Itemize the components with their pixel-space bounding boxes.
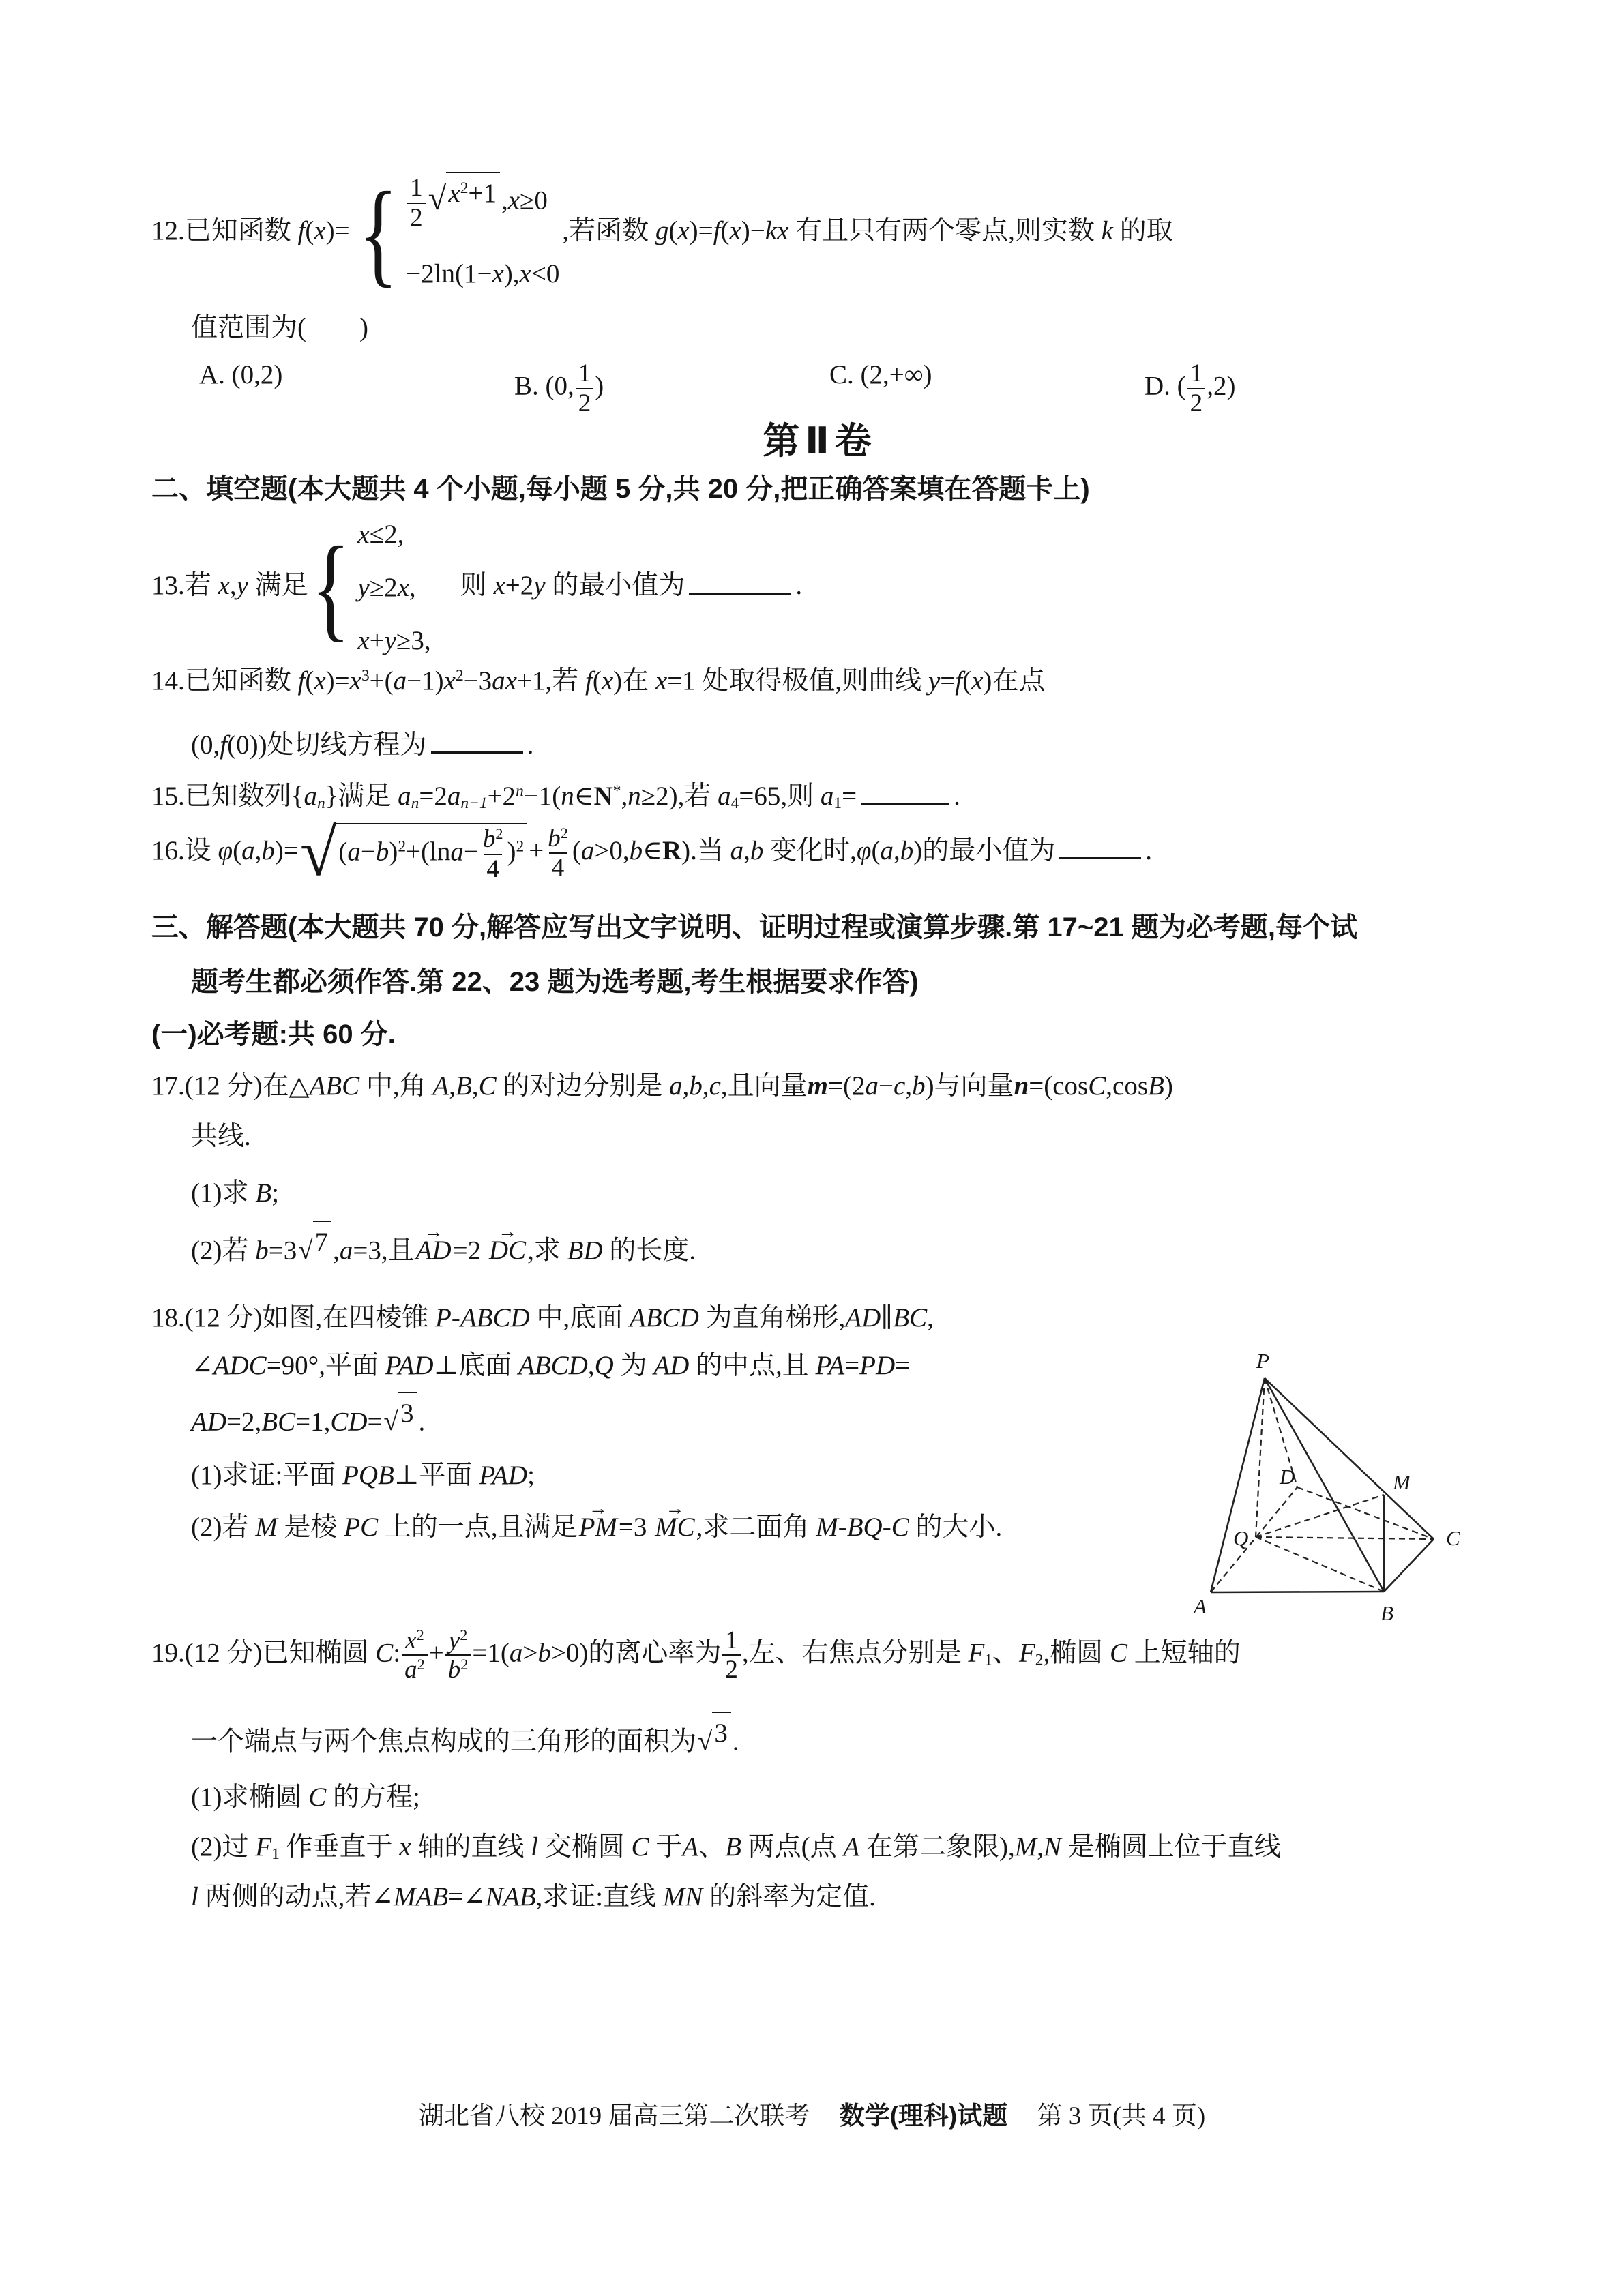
vertex-label-m: M [1393, 1470, 1411, 1494]
question-19-part-2-line-1: (2)过 $F_1$ 作垂直于 x 轴的直线 l 交椭圆 C 于A、B 两点(点 A 在第二象限),M,N 是椭圆上位于直线 [191, 1832, 1281, 1864]
pyramid-figure [1188, 1342, 1496, 1639]
part-2-heading: 第Ⅱ卷 [763, 421, 877, 462]
question-18-line-1: 18.(12 分)如图,在四棱锥 P-ABCD 中,底面 ABCD 为直角梯形,AD∥BC, [151, 1302, 934, 1332]
question-17-part-2: (2)若 b=3 √ 7 ,a=3,且→ AD=2 → DC,求 BD 的长度. [151, 1221, 1488, 1271]
question-19-part-1: (1)求椭圆 C 的方程; [191, 1782, 420, 1812]
vertex-label-c: C [1446, 1526, 1460, 1550]
section-answer-heading-line-2: 题考生都必须作答.第 22、23 题为选考题,考生根据要求作答) [191, 967, 919, 998]
question-16: 16.设 φ(a,b)= √ $(a-b)^2+(\ln a-$ $\frac{b^2}{4}$ )$^2$ + $\frac{b^2}{4}$ (a>0,b∈R).当 a,b 变化时,φ(a,b)的最小值为 . [151, 816, 1152, 890]
vertex-label-d: D [1280, 1465, 1295, 1489]
question-17-line-2: 共线. [191, 1121, 251, 1151]
exam-content [151, 168, 1488, 1917]
question-18-part-2: (2)若 M 是棱 PC 上的一点,且满足→ PM=3 → MC,求二面角 M-BQ-C 的大小. [151, 1508, 1488, 1548]
footer-page-number: 第 3 页(共 4 页) [1037, 2102, 1206, 2130]
question-19-line-2: 一个端点与两个焦点构成的三角形的面积为 √ 3 . [151, 1712, 1488, 1762]
question-18-line-2: ∠ADC=90°,平面 PAD⊥底面 ABCD,Q 为 AD 的中点,且 PA=PD= [191, 1351, 911, 1381]
section-fill-in-heading: 二、填空题(本大题共 4 个小题,每小题 5 分,共 20 分,把正确答案填在答题卡上) [151, 474, 1090, 505]
option-d: D. ( $\frac{1}{2}$ ,2) [1145, 359, 1236, 417]
vertex-label-b: B [1381, 1601, 1393, 1625]
question-19-line-1: 19.(12 分)已知椭圆 C: $\frac{x^2}{a^2}$ + $\frac{y^2}{b^2}$ =1(a>b>0)的离心率为 $\frac{1}{2}$ ,左、右焦点分别是 $F_1$、$F_2$,椭圆 C 上短轴的 [151, 1626, 1241, 1684]
question-18-part-1: (1)求证:平面 PQB⊥平面 PAD; [191, 1460, 535, 1490]
question-19-part-2-line-2: l 两侧的动点,若∠MAB=∠NAB,求证:直线 MN 的斜率为定值. [191, 1881, 876, 1911]
vertex-label-q: Q [1233, 1526, 1249, 1550]
question-12-line-2: 值范围为( ) [191, 312, 368, 342]
footer-exam-name: 湖北省八校 2019 届高三第二次联考 [418, 2102, 810, 2130]
section-required-heading: (一)必考题:共 60 分. [151, 1019, 396, 1050]
section-answer-heading-line-1: 三、解答题(本大题共 70 分,解答应写出文字说明、证明过程或演算步骤.第 17~21 题为必考题,每个试 [151, 912, 1357, 943]
vertex-label-p: P [1256, 1349, 1269, 1373]
question-13: 13.若 x,y 满足 { x≤2, y≥2x, x+y≥3, 则 x+2y 的最小值为 . [151, 520, 803, 656]
question-15: 15.已知数列$\{a_n\}$满足 $a_n=2a_{n-1}+2^n-1(n\in N^*,n\ge 2)$,若 $a_4=65$,则 $a_1=$ . [151, 776, 1488, 817]
question-18-line-3: AD=2,BC=1,CD= √ 3 . [151, 1392, 1488, 1442]
question-12-options [151, 359, 1488, 417]
vertex-label-a: A [1194, 1594, 1207, 1618]
footer-subject: 数学(理科)试题 [839, 2102, 1008, 2130]
page-footer [0, 2095, 1624, 2132]
question-17-line-1: 17.(12 分)在△ABC 中,角 A,B,C 的对边分别是 a,b,c,且向量m=(2a−c,b)与向量n=(cosC,cosB) [151, 1071, 1173, 1101]
option-a: A. (0,2) [199, 360, 283, 390]
question-14-line-1: 14.已知函数 $f(x)=x^3+(a-1)x^2-3ax+1$,若 f(x)在 x=1 处取得极值,则曲线 y=f(x)在点 [151, 666, 1046, 696]
question-12-line-1: 12.已知函数 f(x)= { $\frac{1}{2}$ √ $x^2+1$ ,x≥0 −2ln(1−x),x<0 ,若函数 g(x)=f(x)−kx 有且只有两个零点,则实数 k 的取 [151, 168, 1173, 298]
option-b: B. (0, $\frac{1}{2}$ ) [514, 359, 604, 417]
question-17-part-1: (1)求 B; [191, 1178, 279, 1208]
option-c: C. (2,+∞) [829, 360, 932, 390]
question-14-line-2: (0,f(0))处切线方程为 . [151, 725, 1488, 766]
